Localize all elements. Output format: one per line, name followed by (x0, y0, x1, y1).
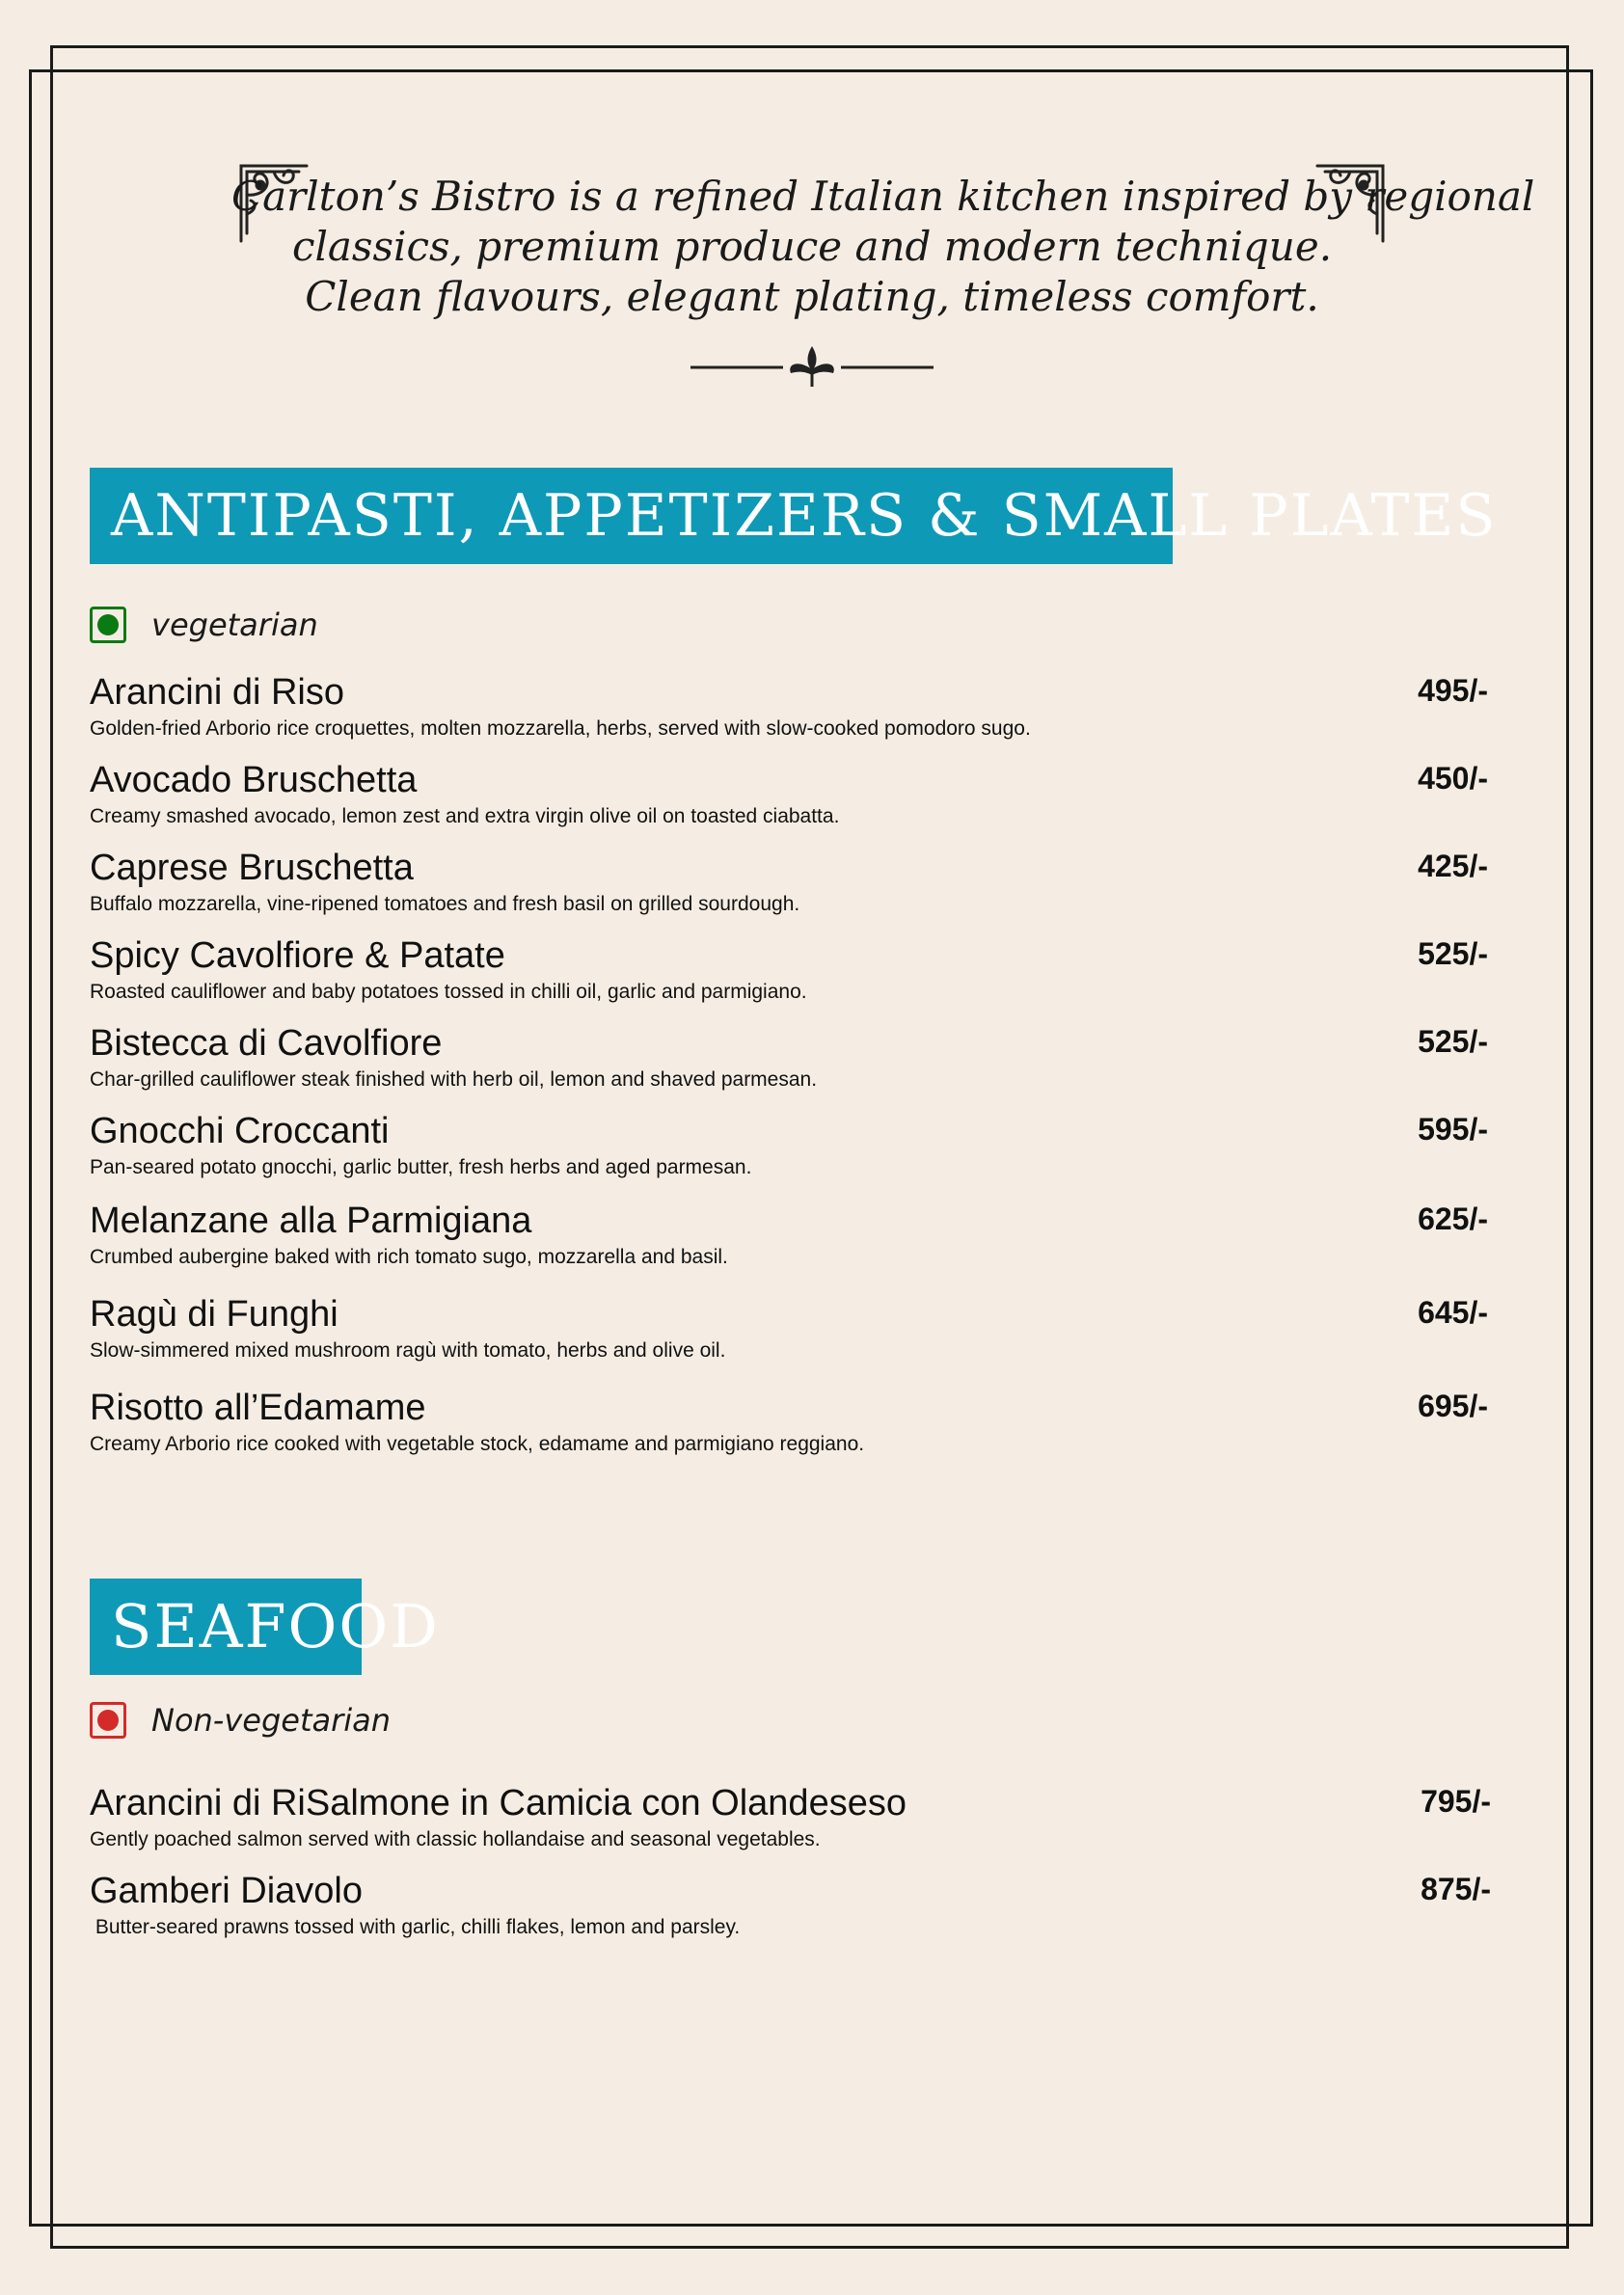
non-vegetarian-legend (90, 1702, 391, 1739)
menu-item (90, 1870, 1491, 1941)
item-description: Crumbed aubergine baked with rich tomato sugo, mozzarella and basil. (90, 1246, 728, 1268)
non-veg-dot (97, 1710, 119, 1731)
item-description: Creamy Arborio rice cooked with vegetable stock, edamame and parmigiano reggiano. (90, 1433, 865, 1455)
item-price: 450/- (1418, 761, 1488, 796)
item-name: Spicy Cavolfiore & Patate (90, 935, 505, 976)
item-description: Pan-seared potato gnocchi, garlic butter, fresh herbs and aged parmesan. (90, 1156, 752, 1178)
item-name: Gamberi Diavolo (90, 1871, 363, 1911)
item-description: Roasted cauliflower and baby potatoes tossed in chilli oil, garlic and parmigiano. (90, 981, 807, 1003)
menu-item (90, 1022, 1488, 1094)
item-description: Slow-simmered mixed mushroom ragù with tomato, herbs and olive oil. (90, 1339, 726, 1362)
item-price: 495/- (1418, 673, 1488, 708)
veg-marker-icon (90, 607, 126, 643)
item-price: 625/- (1418, 1202, 1488, 1236)
menu-item (90, 1200, 1488, 1271)
non-veg-marker-icon (90, 1702, 126, 1739)
section-title-seafood: SEAFOOD (90, 1579, 362, 1675)
item-name: Arancini di RiSalmone in Camicia con Olandeseso (90, 1783, 907, 1823)
item-name: Caprese Bruschetta (90, 848, 414, 888)
menu-item (90, 847, 1488, 918)
item-price: 595/- (1418, 1112, 1488, 1147)
item-name: Ragù di Funghi (90, 1294, 338, 1335)
item-name: Melanzane alla Parmigiana (90, 1201, 532, 1241)
menu-item (90, 1110, 1488, 1181)
vegetarian-legend (90, 607, 318, 643)
item-price: 425/- (1418, 849, 1488, 883)
section-title-antipasti: ANTIPASTI, APPETIZERS & SMALL PLATES (90, 468, 1173, 564)
item-description: Buffalo mozzarella, vine-ripened tomatoes and fresh basil on grilled sourdough. (90, 893, 800, 915)
intro-line: Carlton’s Bistro is a refined Italian kitchen inspired by regional (231, 173, 1535, 220)
item-price: 645/- (1418, 1295, 1488, 1330)
intro-text (231, 172, 1535, 322)
fleuron-divider-icon (690, 342, 934, 391)
legend-label: Non-vegetarian (151, 1702, 392, 1739)
item-price: 795/- (1421, 1784, 1491, 1819)
intro-line: classics, premium produce and modern technique. (291, 223, 1333, 270)
menu-item (90, 934, 1488, 1006)
item-name: Gnocchi Croccanti (90, 1111, 390, 1151)
veg-dot (97, 614, 119, 635)
item-description: Char-grilled cauliflower steak finished with herb oil, lemon and shaved parmesan. (90, 1068, 818, 1091)
item-description: Creamy smashed avocado, lemon zest and extra virgin olive oil on toasted ciabatta. (90, 805, 840, 827)
item-name: Risotto all’Edamame (90, 1388, 426, 1428)
item-price: 875/- (1421, 1872, 1491, 1906)
item-name: Bistecca di Cavolfiore (90, 1023, 443, 1064)
menu-item (90, 1293, 1488, 1364)
item-price: 695/- (1418, 1389, 1488, 1423)
menu-item (90, 671, 1488, 742)
intro-line: Clean flavours, elegant plating, timeless comfort. (305, 273, 1319, 320)
item-price: 525/- (1418, 936, 1488, 971)
item-description: Gently poached salmon served with classic hollandaise and seasonal vegetables. (90, 1828, 821, 1850)
item-price: 525/- (1418, 1024, 1488, 1059)
item-description: Golden-fried Arborio rice croquettes, molten mozzarella, herbs, served with slow-cooked pomodoro sugo. (90, 717, 1031, 740)
menu-item (90, 1782, 1491, 1853)
item-name: Arancini di Riso (90, 672, 344, 713)
item-name: Avocado Bruschetta (90, 760, 418, 800)
menu-item (90, 1387, 1488, 1458)
legend-label: vegetarian (151, 607, 318, 643)
menu-item (90, 759, 1488, 830)
item-description: Butter-seared prawns tossed with garlic, chilli flakes, lemon and parsley. (90, 1916, 741, 1938)
